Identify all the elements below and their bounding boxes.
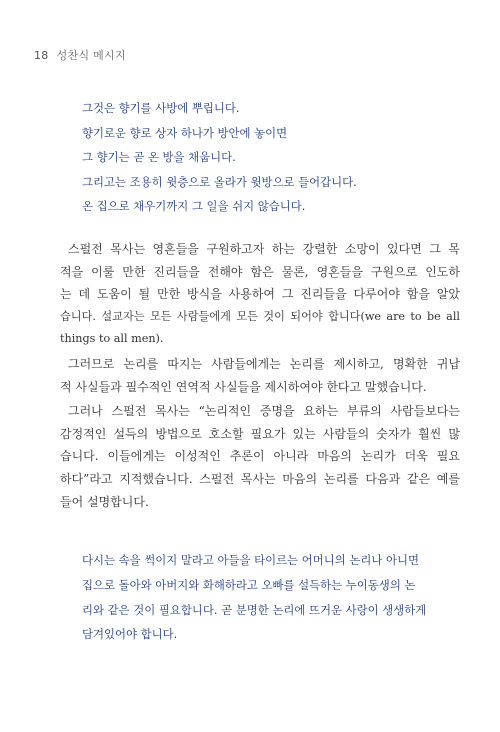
body-line: 는 데 도움이 될 만한 방식을 사용하여 그 진리들을 다루어야 함을 알았 [60, 287, 460, 302]
quote-line: 다시는 속을 썩이지 말라고 아들을 타이르는 어머니의 논리나 아니면 [82, 553, 420, 567]
body-line: 들어 설명합니다. [60, 494, 149, 509]
body-line: 그러므로 논리를 따지는 사람들에게는 논리를 제시하고, 명확한 귀납 [68, 356, 460, 371]
quote-line: 그 향기는 곧 온 방을 채웁니다. [82, 150, 236, 164]
quote-line: 향기로운 향로 상자 하나가 방안에 놓이면 [82, 125, 288, 140]
body-line: 스펄전 목사는 영혼들을 구원하고자 하는 강렬한 소망이 있다면 그 목 [68, 242, 460, 256]
quote-line: 그리고는 조용히 윗층으로 올라가 윗방으로 들어갑니다. [82, 174, 357, 189]
body-line: 적 사실들과 필수적인 연역적 사실들을 제시하여야 한다고 말했습니다. [60, 379, 427, 394]
page-number: 18 [34, 49, 49, 62]
body-line: 습니다. 설교자는 모든 사람들에게 모든 것이 되어야 합니다(we are to be all [60, 309, 460, 323]
quote-line: 온 집으로 채우기까지 그 일을 쉬지 않습니다. [82, 199, 306, 213]
body-line: things to all men). [60, 332, 164, 346]
body-line: 그러나 스펄전 목사는 “논리적인 증명을 요하는 부류의 사람들보다는 [68, 404, 460, 419]
quote-line: 리와 같은 것이 필요합니다. 곧 분명한 논리에 뜨거운 사랑이 생생하게 [82, 602, 427, 617]
quote-block-bottom [82, 548, 442, 647]
quote-block-top [82, 96, 382, 219]
body-line: 감정적인 설득의 방법으로 호소할 필요가 있는 사람들의 숫자가 훨씬 많 [60, 426, 460, 441]
body-line: 적을 이룰 만한 진리들을 전해야 함은 물론, 영혼들을 구원으로 인도하 [60, 264, 460, 279]
body-line: 하다”라고 지적했습니다. 스펄전 목사는 마음의 논리를 다음과 같은 예를 [60, 471, 460, 486]
quote-line: 그것은 향기를 사방에 뿌립니다. [82, 101, 240, 115]
running-header [34, 47, 126, 63]
quote-line: 집으로 돌아와 아버지와 화해하라고 오빠를 설득하는 누이동생의 논 [82, 577, 416, 592]
body-paragraphs [60, 238, 460, 513]
body-line: 습니다. 이들에게는 이성적인 추론이 아니라 마음의 논리가 더욱 필요 [60, 449, 460, 464]
quote-line: 담겨있어야 합니다. [82, 627, 178, 642]
running-title: 성찬식 메시지 [56, 49, 126, 62]
